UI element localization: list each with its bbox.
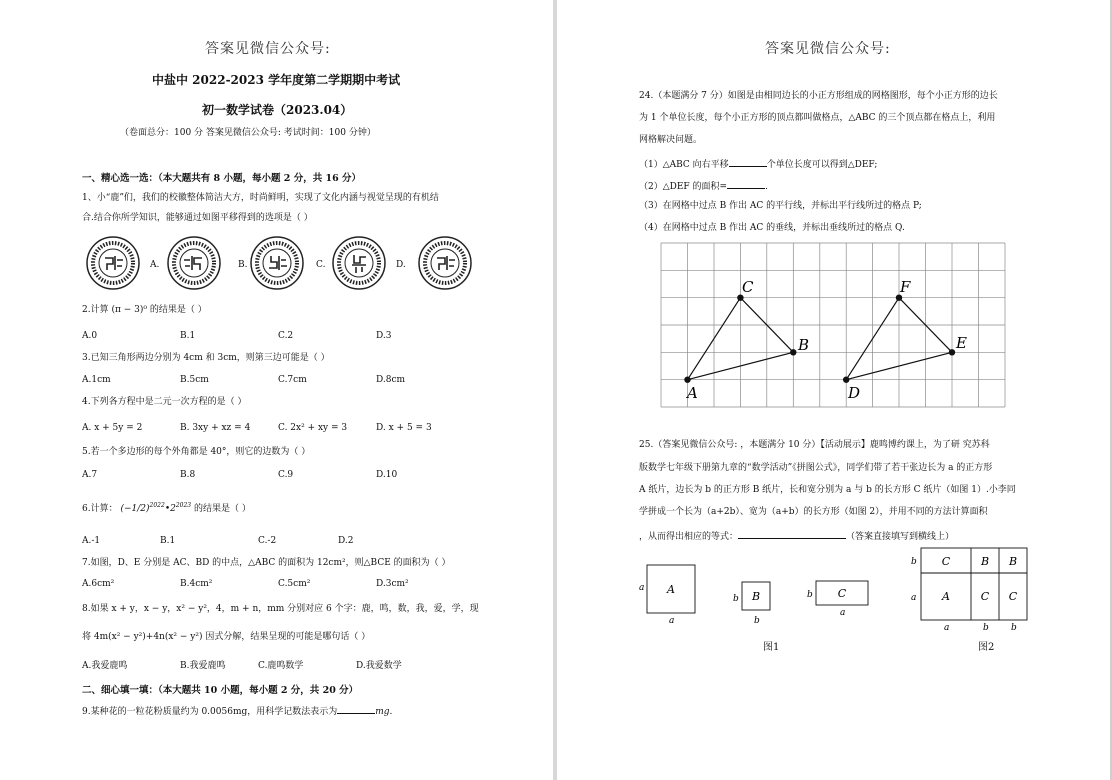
q4-text: 4.下列各方程中是二元一次方程的是（ ） [82, 397, 247, 407]
q3-option-d: D.8cm [376, 375, 406, 385]
q1-option-c-label: C. [316, 260, 326, 270]
fig2-cell-c-top: C [941, 555, 951, 568]
label-b: B [798, 336, 810, 354]
q2-option-a: A.0 [82, 331, 98, 341]
fig2-dim-b-bottom-1: b [983, 623, 989, 633]
q6-base: (−1/2) [120, 504, 150, 514]
q6-expression [120, 504, 194, 514]
q24-part-1-suffix: 个单位长度可以得到△DEF; [766, 160, 878, 170]
label-e: E [956, 334, 967, 352]
q8-text-2: 将 4m(x² − y²)+4n(x² − y²) 因式分解，结果呈现的可能是哪句话（ ） [82, 632, 371, 642]
q4-option-d: D. x + 5 = 3 [376, 423, 432, 433]
q6-suffix: 的结果是（ ） [194, 504, 251, 514]
q3-option-b: B.5cm [180, 375, 209, 385]
q3-text: 3.已知三角形两边分别为 4cm 和 3cm，则第三边可能是（ ） [82, 353, 330, 363]
q6-exponent: 2022 [149, 502, 165, 509]
q24-part-2-suffix: . [765, 182, 768, 192]
section-2-heading: 二、细心填一填：（本大题共 10 小题，每小题 2 分，共 20 分） [82, 685, 359, 696]
q6-prefix: 6.计算： [82, 504, 118, 514]
fig1-dim-b-c: b [807, 590, 813, 600]
q9-prefix: 9.某种花的一粒花粉质量约为 0.0056mg，用科学记数法表示为 [82, 707, 338, 717]
q24-part-1 [639, 157, 877, 171]
school-emblem-icon [86, 236, 140, 290]
q24-text-2: 为 1 个单位长度，每个小正方形的顶点都叫做格点，△ABC 的三个顶点都在格点上，利用 [639, 113, 996, 123]
fig2-dim-a-bottom: a [944, 623, 950, 633]
q9-suffix: mg. [375, 707, 393, 717]
q5-option-a: A.7 [82, 470, 98, 480]
q25-text-2: 版数学七年级下册第九章的“数学活动”《拼图公式》，同学们带了若干张边长为 a 的正方形 [639, 463, 993, 473]
q7-option-c: C.5cm² [278, 579, 311, 589]
label-d: D [848, 384, 861, 402]
fig1-dim-a-bottom: a [669, 616, 675, 626]
q25-text-5 [639, 529, 954, 543]
figure-1-caption: 图1 [763, 642, 780, 653]
fig1-dim-a-c: a [840, 608, 846, 618]
q5-option-b: B.8 [180, 470, 196, 480]
q6-option-c: C.-2 [258, 536, 277, 546]
q25-suffix: （答案直接填写到横线上） [846, 532, 955, 542]
q6-exponent-2: 2023 [175, 502, 192, 509]
fig2-cell-b-1: B [980, 555, 990, 568]
q2-option-c: C.2 [278, 331, 294, 341]
q1-text: 1、小“鹿”们，我们的校徽整体简洁大方，时尚鲜明，实现了文化内涵与视觉呈现的有机结 [82, 193, 439, 203]
point-a [684, 377, 690, 383]
fig1-dim-b-left: b [733, 594, 739, 604]
fig1-label-b: B [751, 590, 761, 603]
q1-option-b-label: B. [238, 260, 248, 270]
q2-text: 2.计算 (π − 3)⁰ 的结果是（ ） [82, 305, 207, 315]
header-note: 答案见微信公众号: [205, 41, 331, 57]
exam-meta: （卷面总分：100 分 答案见微信公众号: 考试时间：100 分钟） [120, 128, 376, 138]
q24-text: 24.（本题满分 7 分）如图是由相同边长的小正方形组成的网格图形，每个小正方形的边长 [639, 91, 998, 101]
q8-option-c: C.鹿鸣数学 [258, 661, 304, 671]
fig2-cell-b-2: B [1008, 555, 1018, 568]
q8-text: 8.如果 x + y，x − y，x² − y²，4，m + n，mm 分别对应 6 个字：鹿，鸣，数，我，爱，学，现 [82, 604, 479, 614]
point-b [790, 349, 796, 355]
q1-option-a-label: A. [150, 260, 160, 270]
q6-option-d: D.2 [338, 536, 354, 546]
q3-option-c: C.7cm [278, 375, 307, 385]
fig2-dim-a-left: a [911, 593, 917, 603]
q24-part-2 [639, 179, 768, 193]
right-page [557, 0, 1110, 780]
fig1-label-a: A [667, 583, 675, 596]
q4-option-b: B. 3xy + xz = 4 [180, 423, 251, 433]
fig1-label-c: C [837, 587, 847, 600]
q5-option-d: D.10 [376, 470, 398, 480]
q9-answer-blank[interactable] [337, 704, 375, 714]
q5-option-c: C.9 [278, 470, 294, 480]
q24-part-1-prefix: （1）△ABC 向右平移 [639, 160, 729, 170]
q25-answer-blank[interactable] [738, 529, 846, 539]
label-c: C [742, 278, 754, 296]
q6-multiplier: •2 [164, 504, 176, 514]
header-note-right: 答案见微信公众号: [765, 41, 891, 57]
q8-option-a: A.我爱鹿鸣 [82, 661, 128, 671]
fig2-cell-a: A [942, 590, 950, 603]
emblem-option-a-icon [167, 236, 221, 290]
q25-figure-1 [635, 560, 875, 630]
q3-option-a: A.1cm [82, 375, 111, 385]
emblem-option-b-icon [250, 236, 304, 290]
q7-option-d: D.3cm² [376, 579, 409, 589]
q1-option-d-label: D. [396, 260, 406, 270]
figure-2-caption: 图2 [978, 642, 995, 653]
q2-option-d: D.3 [376, 331, 392, 341]
q24-part-2-prefix: （2）△DEF 的面积= [639, 182, 728, 192]
q5-text: 5.若一个多边形的每个外角都是 40°，则它的边数为（ ） [82, 447, 311, 457]
point-d [843, 377, 849, 383]
q24-text-3: 网格解决问题。 [639, 135, 703, 145]
q24-part-2-blank[interactable] [727, 179, 765, 189]
q9-text [82, 704, 392, 718]
section-1-heading: 一、精心选一选：（本大题共有 8 小题，每小题 2 分，共 16 分） [82, 173, 362, 184]
fig2-cell-c-1: C [980, 590, 990, 603]
fig2-cell-c-2: C [1008, 590, 1018, 603]
q25-prefix: ，从而得出相应的等式： [639, 532, 739, 542]
grid-lines [661, 243, 1005, 407]
point-e [949, 349, 955, 355]
emblem-option-c-icon [332, 236, 386, 290]
q24-part-4: （4）在网格中过点 B 作出 AC 的垂线，并标出垂线所过的格点 Q. [639, 223, 905, 233]
q24-grid-figure [660, 242, 1006, 408]
q24-part-1-blank[interactable] [729, 157, 767, 167]
q25-text-3: A 纸片，边长为 b 的正方形 B 纸片，长和宽分别为 a 与 b 的长方形 C 纸片（如图 1）.小李同 [639, 485, 1016, 495]
fig1-dim-b-bottom: b [754, 616, 760, 626]
label-f: F [900, 278, 911, 296]
q7-option-b: B.4cm² [180, 579, 213, 589]
q7-option-a: A.6cm² [82, 579, 115, 589]
fig2-dim-b-bottom-2: b [1011, 623, 1017, 633]
q6-option-a: A.-1 [82, 536, 101, 546]
q6-text [82, 502, 251, 515]
left-page [0, 0, 553, 780]
exam-title: 中盐中 2022-2023 学年度第二学期期中考试 [152, 73, 401, 87]
q25-text-4: 学拼成一个长为（a+2b）、宽为（a+b）的长方形（如图 2），并用不同的方法计算面积 [639, 507, 988, 517]
exam-subtitle: 初一数学试卷（2023.04） [202, 103, 353, 117]
fig1-dim-a-left: a [639, 583, 645, 593]
q8-option-b: B.我爱鹿鸣 [180, 661, 226, 671]
label-a: A [687, 384, 698, 402]
q2-option-b: B.1 [180, 331, 196, 341]
emblem-option-d-icon [418, 236, 472, 290]
q4-option-a: A. x + 5y = 2 [82, 423, 143, 433]
q4-option-c: C. 2x² + xy = 3 [278, 423, 348, 433]
q8-option-d: D.我爱数学 [356, 661, 402, 671]
fig2-dim-b-left: b [911, 557, 917, 567]
q6-option-b: B.1 [160, 536, 176, 546]
q24-part-3: （3）在网格中过点 B 作出 AC 的平行线，并标出平行线所过的格点 P; [639, 201, 922, 211]
q7-text: 7.如图，D、E 分别是 AC、BD 的中点，△ABC 的面积为 12cm²，则△BCE 的面积为（ ） [82, 558, 451, 568]
q25-text: 25.（答案见微信公众号: ，本题满分 10 分）【活动展示】鹿鸣博约课上，为了研 究苏科 [639, 440, 990, 450]
q1-text-2: 合.结合你所学知识，能够通过如图平移得到的选项是（ ） [82, 213, 313, 223]
q25-figure-2 [905, 544, 1031, 634]
